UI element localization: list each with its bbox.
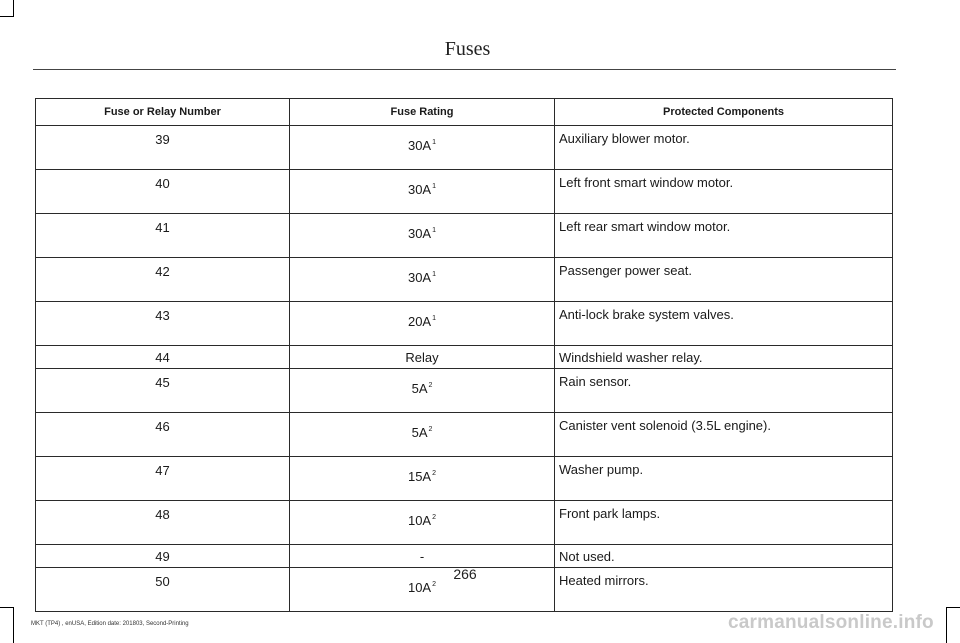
footnote-marker: 1 bbox=[432, 139, 437, 146]
protected-component-cell: Auxiliary blower motor. bbox=[555, 126, 893, 170]
fuse-rating-value: 20A bbox=[407, 314, 432, 329]
protected-component-cell: Anti-lock brake system valves. bbox=[555, 302, 893, 346]
protected-component-cell: Heated mirrors. bbox=[555, 568, 893, 612]
table-row bbox=[36, 346, 893, 369]
protected-component-cell: Canister vent solenoid (3.5L engine). bbox=[555, 413, 893, 457]
protected-component-cell: Washer pump. bbox=[555, 457, 893, 501]
fuse-rating-value: - bbox=[419, 548, 425, 564]
table-row bbox=[36, 501, 893, 545]
table-row bbox=[36, 545, 893, 568]
footnote-marker: 2 bbox=[432, 581, 437, 588]
fuse-number-cell: 47 bbox=[36, 457, 290, 501]
fuse-number-cell: 49 bbox=[36, 545, 290, 568]
footnote-marker: 2 bbox=[428, 382, 433, 389]
fuse-rating-cell bbox=[290, 302, 555, 346]
protected-component-cell: Left front smart window motor. bbox=[555, 170, 893, 214]
crop-mark-top-left-v bbox=[13, 0, 14, 16]
table-row bbox=[36, 302, 893, 346]
fuse-rating-value: 10A bbox=[407, 513, 432, 528]
page-number: 266 bbox=[453, 566, 477, 582]
fuse-rating-value: 15A bbox=[407, 469, 432, 484]
column-header-protected-components: Protected Components bbox=[555, 99, 893, 126]
fuse-rating-value: 5A bbox=[411, 425, 428, 440]
protected-component-cell: Windshield washer relay. bbox=[555, 346, 893, 369]
table-row bbox=[36, 214, 893, 258]
table-row bbox=[36, 457, 893, 501]
column-header-fuse-rating: Fuse Rating bbox=[290, 99, 555, 126]
fuse-number-cell: 42 bbox=[36, 258, 290, 302]
crop-mark-top-left-h bbox=[0, 16, 14, 17]
fuse-rating-cell bbox=[290, 369, 555, 413]
crop-mark-bottom-right-h bbox=[946, 607, 960, 608]
fuse-number-cell: 46 bbox=[36, 413, 290, 457]
fuse-rating-cell bbox=[290, 170, 555, 214]
fuse-number-cell: 39 bbox=[36, 126, 290, 170]
footnote-marker: 1 bbox=[432, 271, 437, 278]
edition-info: MKT (TP4) , enUSA, Edition date: 201803, Second-Printing bbox=[31, 621, 189, 627]
title-divider bbox=[33, 69, 896, 70]
fuse-number-cell: 43 bbox=[36, 302, 290, 346]
fuse-number-cell: 45 bbox=[36, 369, 290, 413]
watermark: carmanualsonline.info bbox=[728, 612, 934, 633]
fuse-rating-value: 5A bbox=[411, 381, 428, 396]
table-row bbox=[36, 369, 893, 413]
fuse-table bbox=[35, 98, 893, 612]
page-title: Fuses bbox=[444, 38, 491, 60]
fuse-rating-value: 30A bbox=[407, 270, 432, 285]
fuse-number-cell: 50 bbox=[36, 568, 290, 612]
crop-mark-bottom-left-h bbox=[0, 607, 14, 608]
footnote-marker: 1 bbox=[432, 183, 437, 190]
fuse-rating-cell bbox=[290, 258, 555, 302]
fuse-number-cell: 40 bbox=[36, 170, 290, 214]
table-row bbox=[36, 413, 893, 457]
footnote-marker: 1 bbox=[432, 227, 437, 234]
table-row bbox=[36, 170, 893, 214]
protected-component-cell: Front park lamps. bbox=[555, 501, 893, 545]
fuse-rating-value: 30A bbox=[407, 182, 432, 197]
protected-component-cell: Left rear smart window motor. bbox=[555, 214, 893, 258]
fuse-rating-cell bbox=[290, 501, 555, 545]
fuse-rating-cell bbox=[290, 457, 555, 501]
fuse-rating-value: Relay bbox=[405, 349, 439, 365]
fuse-rating-value: 30A bbox=[407, 138, 432, 153]
fuse-rating-cell bbox=[290, 214, 555, 258]
column-header-fuse-number: Fuse or Relay Number bbox=[36, 99, 290, 126]
crop-mark-bottom-left-v bbox=[13, 607, 14, 643]
fuse-rating-cell bbox=[290, 413, 555, 457]
protected-component-cell: Rain sensor. bbox=[555, 369, 893, 413]
footnote-marker: 2 bbox=[428, 426, 433, 433]
footnote-marker: 2 bbox=[432, 514, 437, 521]
protected-component-cell: Not used. bbox=[555, 545, 893, 568]
fuse-number-cell: 41 bbox=[36, 214, 290, 258]
fuse-rating-cell bbox=[290, 126, 555, 170]
fuse-rating-value: 10A bbox=[407, 580, 432, 595]
fuse-rating-value: 30A bbox=[407, 226, 432, 241]
footnote-marker: 1 bbox=[432, 315, 437, 322]
table-row bbox=[36, 258, 893, 302]
footnote-marker: 2 bbox=[432, 470, 437, 477]
fuse-number-cell: 44 bbox=[36, 346, 290, 369]
crop-mark-bottom-right-v bbox=[946, 607, 947, 643]
table-row bbox=[36, 126, 893, 170]
fuse-rating-cell bbox=[290, 346, 555, 369]
fuse-number-cell: 48 bbox=[36, 501, 290, 545]
table-header-row bbox=[36, 99, 893, 126]
fuse-rating-cell bbox=[290, 545, 555, 568]
protected-component-cell: Passenger power seat. bbox=[555, 258, 893, 302]
